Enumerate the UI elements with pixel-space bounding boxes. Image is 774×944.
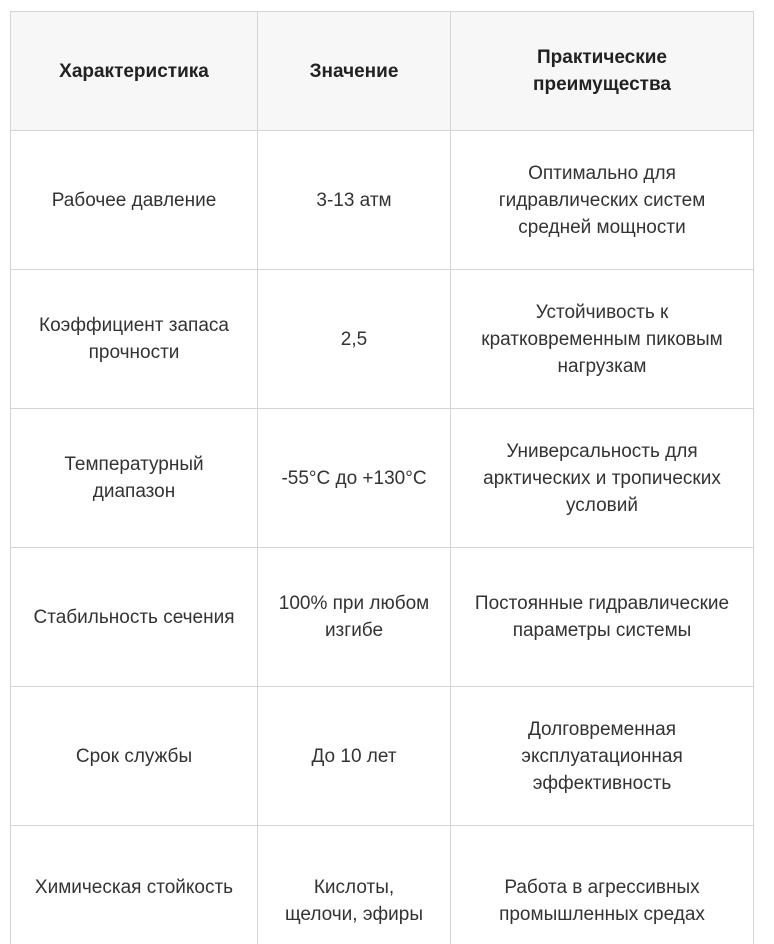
header-benefits: Практические преимущества (451, 12, 754, 131)
cell-characteristic: Температурный диапазон (11, 409, 258, 548)
table-row (11, 687, 754, 826)
cell-characteristic: Стабильность сечения (11, 548, 258, 687)
cell-value: 2,5 (258, 270, 451, 409)
cell-characteristic: Рабочее давление (11, 131, 258, 270)
cell-benefit: Долговременная эксплуатационная эффективность (451, 687, 754, 826)
cell-value: 100% при любом изгибе (258, 548, 451, 687)
cell-value: -55°C до +130°C (258, 409, 451, 548)
table-row (11, 409, 754, 548)
header-value: Значение (258, 12, 451, 131)
table-body (11, 131, 754, 944)
cell-value: Кислоты, щелочи, эфиры (258, 826, 451, 944)
table-row (11, 131, 754, 270)
table-row (11, 826, 754, 944)
cell-benefit: Универсальность для арктических и тропических условий (451, 409, 754, 548)
cell-characteristic: Коэффициент запаса прочности (11, 270, 258, 409)
cell-characteristic: Срок службы (11, 687, 258, 826)
cell-value: До 10 лет (258, 687, 451, 826)
cell-characteristic: Химическая стойкость (11, 826, 258, 944)
cell-benefit: Устойчивость к кратковременным пиковым нагрузкам (451, 270, 754, 409)
table-row (11, 270, 754, 409)
header-characteristic: Характеристика (11, 12, 258, 131)
header-row (11, 12, 754, 131)
cell-benefit: Постоянные гидравлические параметры системы (451, 548, 754, 687)
cell-benefit: Оптимально для гидравлических систем средней мощности (451, 131, 754, 270)
spec-table (10, 11, 754, 944)
cell-value: 3-13 атм (258, 131, 451, 270)
table-header (11, 12, 754, 131)
table-row (11, 548, 754, 687)
cell-benefit: Работа в агрессивных промышленных средах (451, 826, 754, 944)
spec-table-container (10, 11, 753, 944)
